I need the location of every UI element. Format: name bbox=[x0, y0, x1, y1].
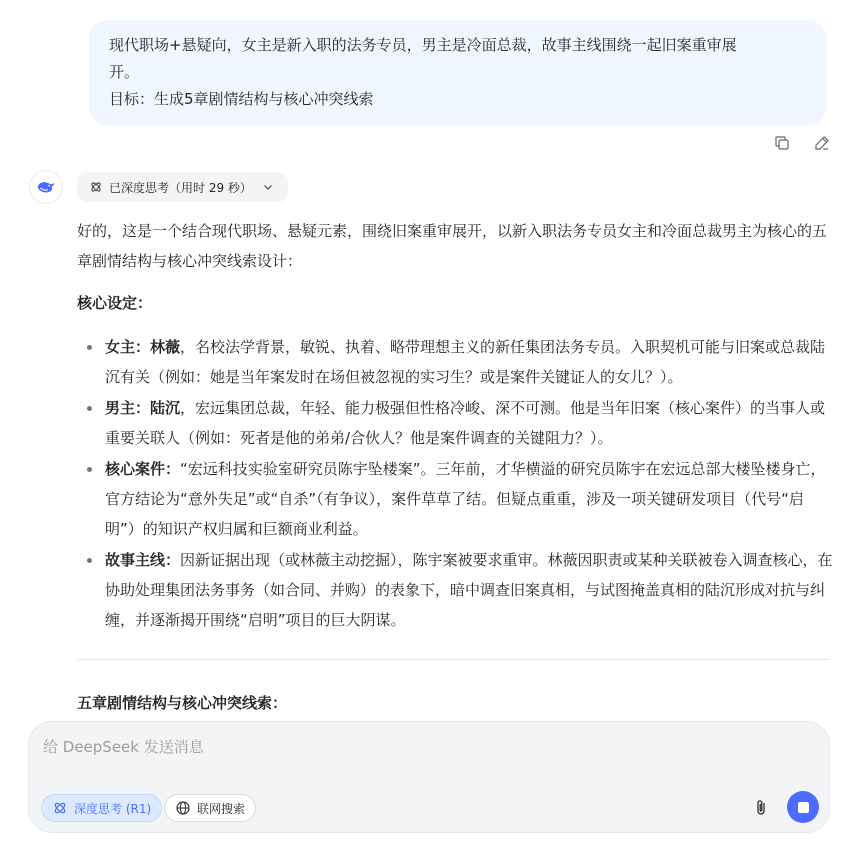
deep-think-button[interactable] bbox=[41, 794, 162, 822]
section-divider bbox=[77, 659, 829, 660]
list-item-text: “宏远科技实验室研究员陈宇坠楼案”。三年前，才华横溢的研究员陈宇在宏远总部大楼坠楼身亡，官方结论为“意外失足”或“自杀”（有争议），案件草草了结。但疑点重重，涉及一项关键研发项目（代号“启明”）的知识产权归属和巨额商业利益。 bbox=[105, 460, 826, 538]
user-message-line: 目标：生成5章剧情结构与核心冲突线索 bbox=[109, 90, 374, 108]
globe-icon bbox=[175, 800, 191, 816]
chevron-down-icon bbox=[262, 181, 274, 193]
list-item bbox=[77, 545, 833, 635]
paperclip-icon[interactable] bbox=[749, 794, 773, 822]
message-input[interactable]: 给 DeepSeek 发送消息 bbox=[43, 738, 204, 756]
list-item-text: 因新证据出现（或林薇主动挖掘），陈宇案被要求重审。林薇因职责或某种关联被卷入调查核心，在协助处理集团法务事务（如合同、并购）的表象下，暗中调查旧案真相，与试图掩盖真相的陆沉形成对抗与纠缠，并逐渐揭开围绕“启明”项目的巨大阴谋。 bbox=[105, 551, 833, 629]
message-composer[interactable] bbox=[28, 721, 830, 833]
user-message-bubble bbox=[89, 20, 826, 125]
list-item bbox=[77, 332, 833, 392]
user-message-line: 现代职场+悬疑向，女主是新入职的法务专员，男主是冷面总裁，故事主线围绕一起旧案重审展 bbox=[109, 36, 737, 54]
stop-icon bbox=[798, 802, 809, 813]
assistant-answer bbox=[77, 216, 833, 636]
list-item-text: ，宏远集团总裁，年轻、能力极强但性格冷峻、深不可测。他是当年旧案（核心案件）的当事人或重要关联人（例如：死者是他的弟弟/合伙人？他是案件调查的关键阻力？）。 bbox=[105, 399, 826, 447]
list-item-label: 故事主线： bbox=[105, 551, 181, 569]
list-item-label: 男主：陆沉 bbox=[105, 399, 181, 417]
stop-generation-button[interactable] bbox=[787, 791, 819, 823]
core-setting-list bbox=[77, 332, 833, 635]
atom-icon bbox=[89, 180, 103, 194]
answer-intro: 好的，这是一个结合现代职场、悬疑元素，围绕旧案重审展开，以新入职法务专员女主和冷面总裁男主为核心的五章剧情结构与核心冲突线索设计： bbox=[77, 222, 828, 270]
deep-think-label: 深度思考 (R1) bbox=[74, 801, 152, 816]
list-item-label: 核心案件： bbox=[105, 460, 181, 478]
chapter-structure-heading: 五章剧情结构与核心冲突线索： bbox=[77, 694, 288, 712]
deep-think-toggle[interactable] bbox=[77, 172, 288, 202]
user-message-line: 开。 bbox=[109, 63, 140, 81]
web-search-label: 联网搜索 bbox=[197, 801, 246, 816]
message-actions bbox=[770, 131, 834, 155]
core-setting-heading: 核心设定： bbox=[77, 294, 153, 312]
list-item bbox=[77, 454, 833, 544]
copy-icon[interactable] bbox=[770, 131, 794, 155]
edit-icon[interactable] bbox=[810, 131, 834, 155]
list-item bbox=[77, 393, 833, 453]
list-item-text: ，名校法学背景，敏锐、执着、略带理想主义的新任集团法务专员。入职契机可能与旧案或总裁陆沉有关（例如：她是当年案发时在场但被忽视的实习生？或是案件关键证人的女儿？）。 bbox=[105, 338, 826, 386]
think-duration-label: 已深度思考（用时 29 秒） bbox=[109, 180, 252, 195]
deepseek-whale-icon bbox=[29, 170, 63, 204]
atom-icon bbox=[52, 800, 68, 816]
list-item-label: 女主：林薇 bbox=[105, 338, 181, 356]
web-search-button[interactable] bbox=[164, 794, 256, 822]
